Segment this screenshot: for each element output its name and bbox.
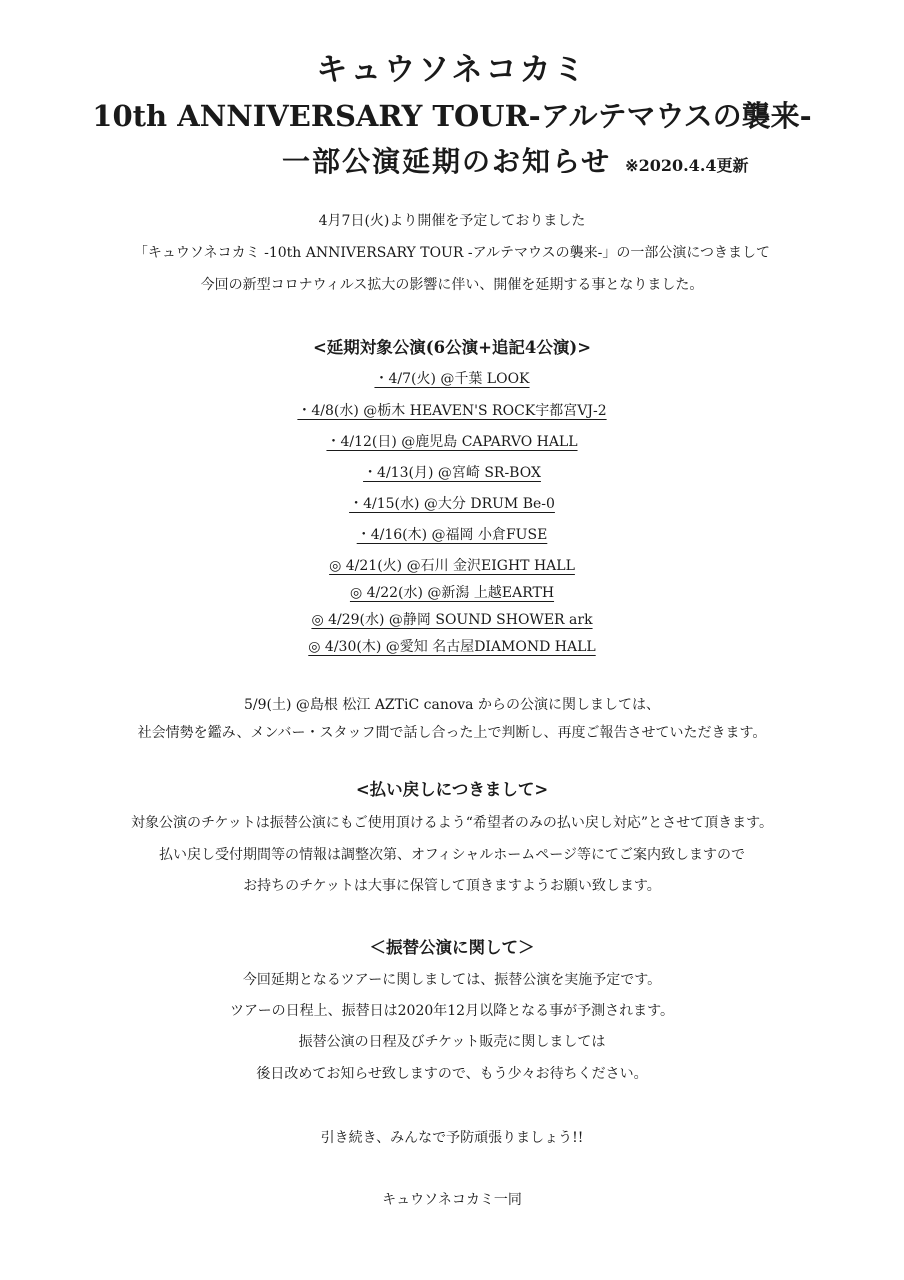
postponed-heading: <延期対象公演(6公演+追記4公演)>	[312, 338, 592, 357]
intro-line-3: 今回の新型コロナウィルス拡大の影響に伴い、開催を延期する事となりました。	[200, 277, 704, 293]
postponed-item	[0, 609, 904, 629]
transfer-line-4: 後日改めてお知らせ致しますので、もう少々お待ちください。	[256, 1066, 648, 1082]
transfer-line-1: 今回延期となるツアーに関しましては、振替公演を実施予定です。	[242, 972, 662, 988]
postponed-item-text: ・4/8(水) @栃木 HEAVEN'S ROCK宇都宮VJ-2	[297, 403, 607, 419]
refund-line-3: お持ちのチケットは大事に保管して頂きますようお願い致します。	[243, 878, 661, 894]
postponed-item-text: ◎ 4/21(火) @石川 金沢EIGHT HALL	[329, 558, 575, 574]
postponed-item	[0, 555, 904, 575]
postponed-item	[0, 636, 904, 656]
postponed-item	[0, 431, 904, 451]
refund-line-2: 払い戻し受付期間等の情報は調整次第、オフィシャルホームページ等にてご案内致しますので	[159, 847, 745, 863]
intro-line-2: 「キュウソネコカミ -10th ANNIVERSARY TOUR -アルテマウスの襲来-」の一部公演につきまして	[133, 245, 771, 261]
closing-message: 引き続き、みんなで予防頑張りましょう!!	[320, 1130, 584, 1146]
postponed-item-text: ・4/12(日) @鹿児島 CAPARVO HALL	[326, 434, 578, 450]
update-date: ※2020.4.4更新	[625, 156, 749, 175]
postponed-item-text: ◎ 4/29(水) @静岡 SOUND SHOWER ark	[311, 612, 593, 628]
postponed-item-text: ・4/16(木) @福岡 小倉FUSE	[356, 527, 548, 543]
may-line-2: 社会情勢を鑑み、メンバー・スタッフ間で話し合った上で判断し、再度ご報告させていただきます。	[137, 725, 767, 741]
title-notice: 一部公演延期のお知らせ	[282, 145, 612, 178]
intro-line-1: 4月7日(火)より開催を予定しておりました	[318, 213, 586, 229]
transfer-heading: ＜振替公演に関して＞	[369, 938, 535, 957]
postponed-item-text: ・4/7(火) @千葉 LOOK	[374, 371, 530, 387]
postponed-item-text: ◎ 4/22(水) @新潟 上越EARTH	[349, 585, 555, 601]
transfer-line-3: 振替公演の日程及びチケット販売に関しましては	[298, 1034, 606, 1050]
refund-heading: <払い戻しにつきまして>	[355, 780, 549, 799]
postponed-item	[0, 462, 904, 482]
postponed-item-text: ◎ 4/30(木) @愛知 名古屋DIAMOND HALL	[308, 639, 596, 655]
postponed-item-text: ・4/15(水) @大分 DRUM Be-0	[349, 496, 555, 512]
postponed-item	[0, 368, 904, 388]
postponed-item	[0, 400, 904, 420]
title-line-3	[282, 140, 749, 180]
title-line-2: 10th ANNIVERSARY TOUR-アルテマウスの襲来-	[92, 99, 812, 133]
postponed-item	[0, 582, 904, 602]
postponed-item	[0, 493, 904, 513]
postponed-item	[0, 524, 904, 544]
title-line-1: キュウソネコカミ	[316, 52, 588, 88]
signature: キュウソネコカミ一同	[382, 1192, 522, 1208]
postponed-item-text: ・4/13(月) @宮崎 SR-BOX	[363, 465, 541, 481]
refund-line-1: 対象公演のチケットは振替公演にもご使用頂けるよう“希望者のみの払い戻し対応”とさせて頂きます。	[131, 815, 773, 831]
transfer-line-2: ツアーの日程上、振替日は2020年12月以降となる事が予測されます。	[230, 1003, 674, 1019]
may-line-1: 5/9(土) @島根 松江 AZTiC canova からの公演に関しましては、	[244, 697, 660, 713]
